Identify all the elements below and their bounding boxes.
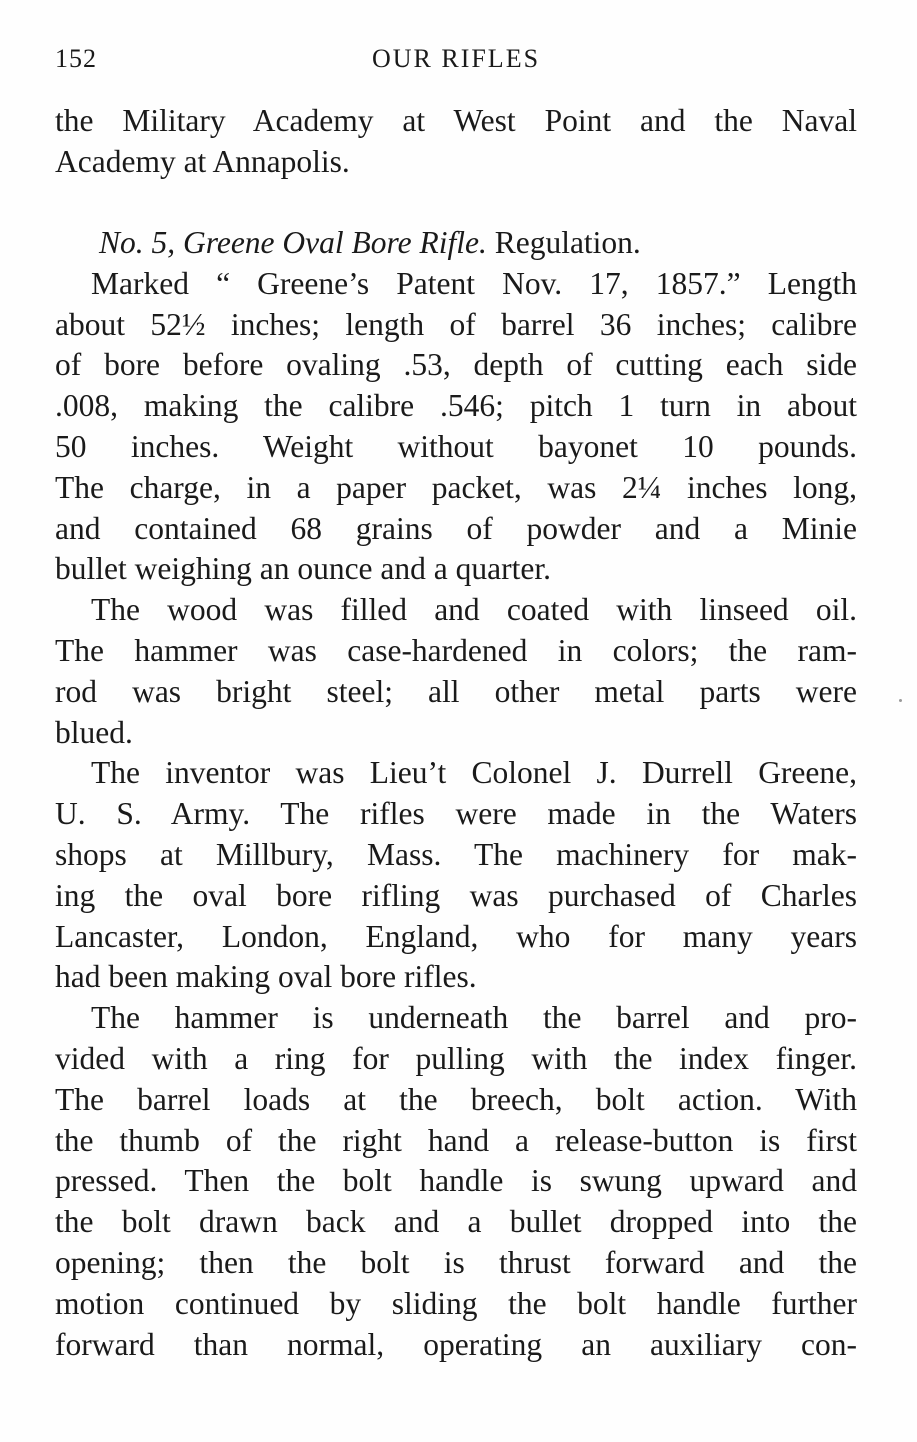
running-head: OUR RIFLES: [371, 44, 541, 73]
page-number: 152: [55, 44, 97, 73]
text-line: The charge, in a paper packet, was 2¼ inches long,: [55, 469, 857, 505]
text-line: shops at Millbury, Mass. The machinery for mak-: [55, 837, 857, 873]
text-line: U. S. Army. The rifles were made in the Waters: [55, 796, 857, 832]
text-line: opening; then the bolt is thrust forward and the: [55, 1245, 857, 1281]
section-heading: [55, 223, 857, 264]
text-line: bullet weighing an ounce and a quarter.: [55, 551, 551, 587]
text-line: pressed. Then the bolt handle is swung upward and: [55, 1163, 857, 1199]
paragraph-description: [55, 264, 857, 590]
text-line: The barrel loads at the breech, bolt action. With: [55, 1081, 857, 1117]
text-line: The inventor was Lieu’t Colonel J. Durrell Greene,: [91, 755, 857, 791]
text-line: .008, making the calibre .546; pitch 1 turn in about: [55, 388, 857, 424]
text-line: of bore before ovaling .53, depth of cutting each side: [55, 347, 857, 383]
text-line: The wood was filled and coated with linseed oil.: [91, 592, 857, 628]
text-line: The hammer is underneath the barrel and pro-: [91, 1000, 857, 1036]
page-body: [55, 101, 857, 1365]
page-header: [55, 44, 857, 78]
text-line: the thumb of the right hand a release-button is first: [55, 1122, 857, 1158]
text-line: had been making oval bore rifles.: [55, 959, 477, 995]
text-line: 50 inches. Weight without bayonet 10 pounds.: [55, 429, 857, 465]
text-line: and contained 68 grains of powder and a Minie: [55, 510, 857, 546]
text-line: the Military Academy at West Point and the Naval: [55, 103, 857, 138]
intro-paragraph: [55, 101, 857, 183]
paragraph-finish: [55, 590, 857, 753]
section-heading-status: Regulation.: [494, 225, 641, 261]
text-line: ing the oval bore rifling was purchased of Charles: [55, 877, 857, 913]
text-line: rod was bright steel; all other metal parts were: [55, 673, 857, 709]
section-heading-title: No. 5, Greene Oval Bore Rifle.: [99, 225, 487, 261]
scan-speck: [899, 699, 902, 702]
text-line: blued.: [55, 714, 133, 750]
text-line: motion continued by sliding the bolt handle further: [55, 1285, 857, 1321]
paragraph-inventor: [55, 753, 857, 998]
text-line: about 52½ inches; length of barrel 36 inches; calibre: [55, 306, 857, 342]
text-line: Lancaster, London, England, who for many years: [55, 918, 857, 954]
text-line: The hammer was case-hardened in colors; the ram-: [55, 633, 857, 669]
text-line: forward than normal, operating an auxiliary con-: [55, 1326, 857, 1362]
section-gap: [55, 183, 857, 224]
text-line: Marked “ Greene’s Patent Nov. 17, 1857.” Length: [91, 265, 857, 301]
text-line: vided with a ring for pulling with the index finger.: [55, 1041, 857, 1077]
paragraph-mechanism: [55, 998, 857, 1365]
text-line: Academy at Annapolis.: [55, 143, 350, 179]
text-line: the bolt drawn back and a bullet dropped into the: [55, 1204, 857, 1240]
